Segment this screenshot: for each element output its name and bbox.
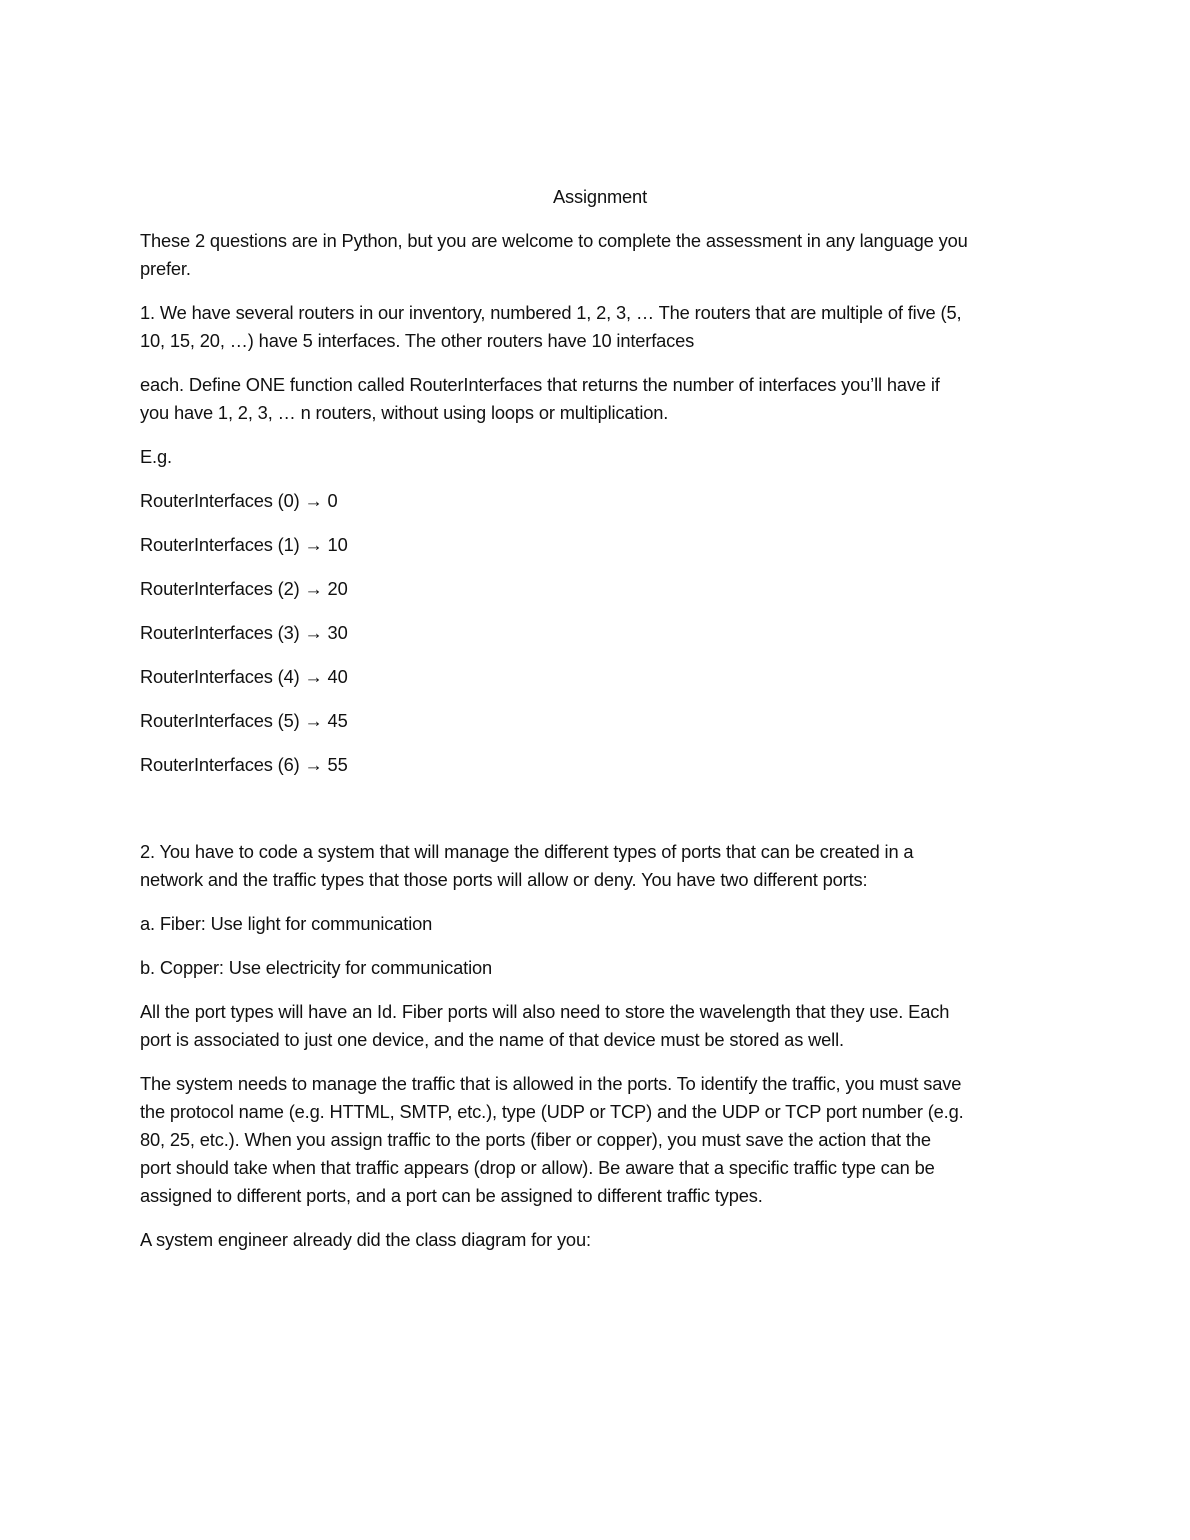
paragraph [140, 443, 1060, 471]
paragraph [140, 531, 1060, 559]
text-line: 80, 25, etc.). When you assign traffic to the ports (fiber or copper), you must save the action that the [140, 1129, 931, 1150]
paragraph [140, 910, 1060, 938]
text-line: each. Define ONE function called RouterInterfaces that returns the number of interfaces you’ll have if [140, 374, 940, 395]
paragraph [140, 998, 1060, 1054]
paragraph [140, 487, 1060, 515]
text-line: RouterInterfaces (2) → 20 [140, 578, 348, 599]
text-line: prefer. [140, 258, 191, 279]
text-line: RouterInterfaces (1) → 10 [140, 534, 348, 555]
text-line: 2. You have to code a system that will manage the different types of ports that can be created in a [140, 841, 914, 862]
paragraph [140, 707, 1060, 735]
paragraph [140, 575, 1060, 603]
document-title: Assignment [552, 186, 647, 207]
text-line: a. Fiber: Use light for communication [140, 913, 433, 934]
paragraph [140, 838, 1060, 894]
text-line: RouterInterfaces (6) → 55 [140, 754, 348, 775]
paragraph [140, 954, 1060, 982]
paragraph [140, 299, 1060, 355]
text-line: A system engineer already did the class diagram for you: [140, 1229, 591, 1250]
text-line: port is associated to just one device, and the name of that device must be stored as well. [140, 1029, 844, 1050]
text-line: port should take when that traffic appears (drop or allow). Be aware that a specific traffic type can be [140, 1157, 935, 1178]
text-line: RouterInterfaces (0) → 0 [140, 490, 338, 511]
document-page [140, 183, 1060, 1270]
text-line: RouterInterfaces (5) → 45 [140, 710, 348, 731]
text-line: the protocol name (e.g. HTTML, SMTP, etc.), type (UDP or TCP) and the UDP or TCP port number (e.g. [140, 1101, 964, 1122]
text-line: you have 1, 2, 3, … n routers, without using loops or multiplication. [140, 402, 669, 423]
text-line: assigned to different ports, and a port can be assigned to different traffic types. [140, 1185, 763, 1206]
text-line: The system needs to manage the traffic that is allowed in the ports. To identify the traffic, you must save [140, 1073, 962, 1094]
paragraph [140, 663, 1060, 691]
paragraph [140, 227, 1060, 283]
paragraph [140, 619, 1060, 647]
paragraph [140, 751, 1060, 779]
text-line: E.g. [140, 446, 172, 467]
text-line: RouterInterfaces (3) → 30 [140, 622, 348, 643]
text-line: These 2 questions are in Python, but you are welcome to complete the assessment in any language you [140, 230, 968, 251]
empty-paragraph [140, 795, 1060, 822]
document-body [140, 227, 1060, 1254]
text-line: 1. We have several routers in our inventory, numbered 1, 2, 3, … The routers that are multiple of five (5, [140, 302, 962, 323]
text-line: All the port types will have an Id. Fiber ports will also need to store the wavelength that they use. Each [140, 1001, 950, 1022]
paragraph [140, 1070, 1060, 1210]
text-line: 10, 15, 20, …) have 5 interfaces. The other routers have 10 interfaces [140, 330, 695, 351]
text-line: RouterInterfaces (4) → 40 [140, 666, 348, 687]
text-line: b. Copper: Use electricity for communication [140, 957, 493, 978]
paragraph [140, 1226, 1060, 1254]
text-line: network and the traffic types that those ports will allow or deny. You have two different ports: [140, 869, 868, 890]
paragraph [140, 371, 1060, 427]
